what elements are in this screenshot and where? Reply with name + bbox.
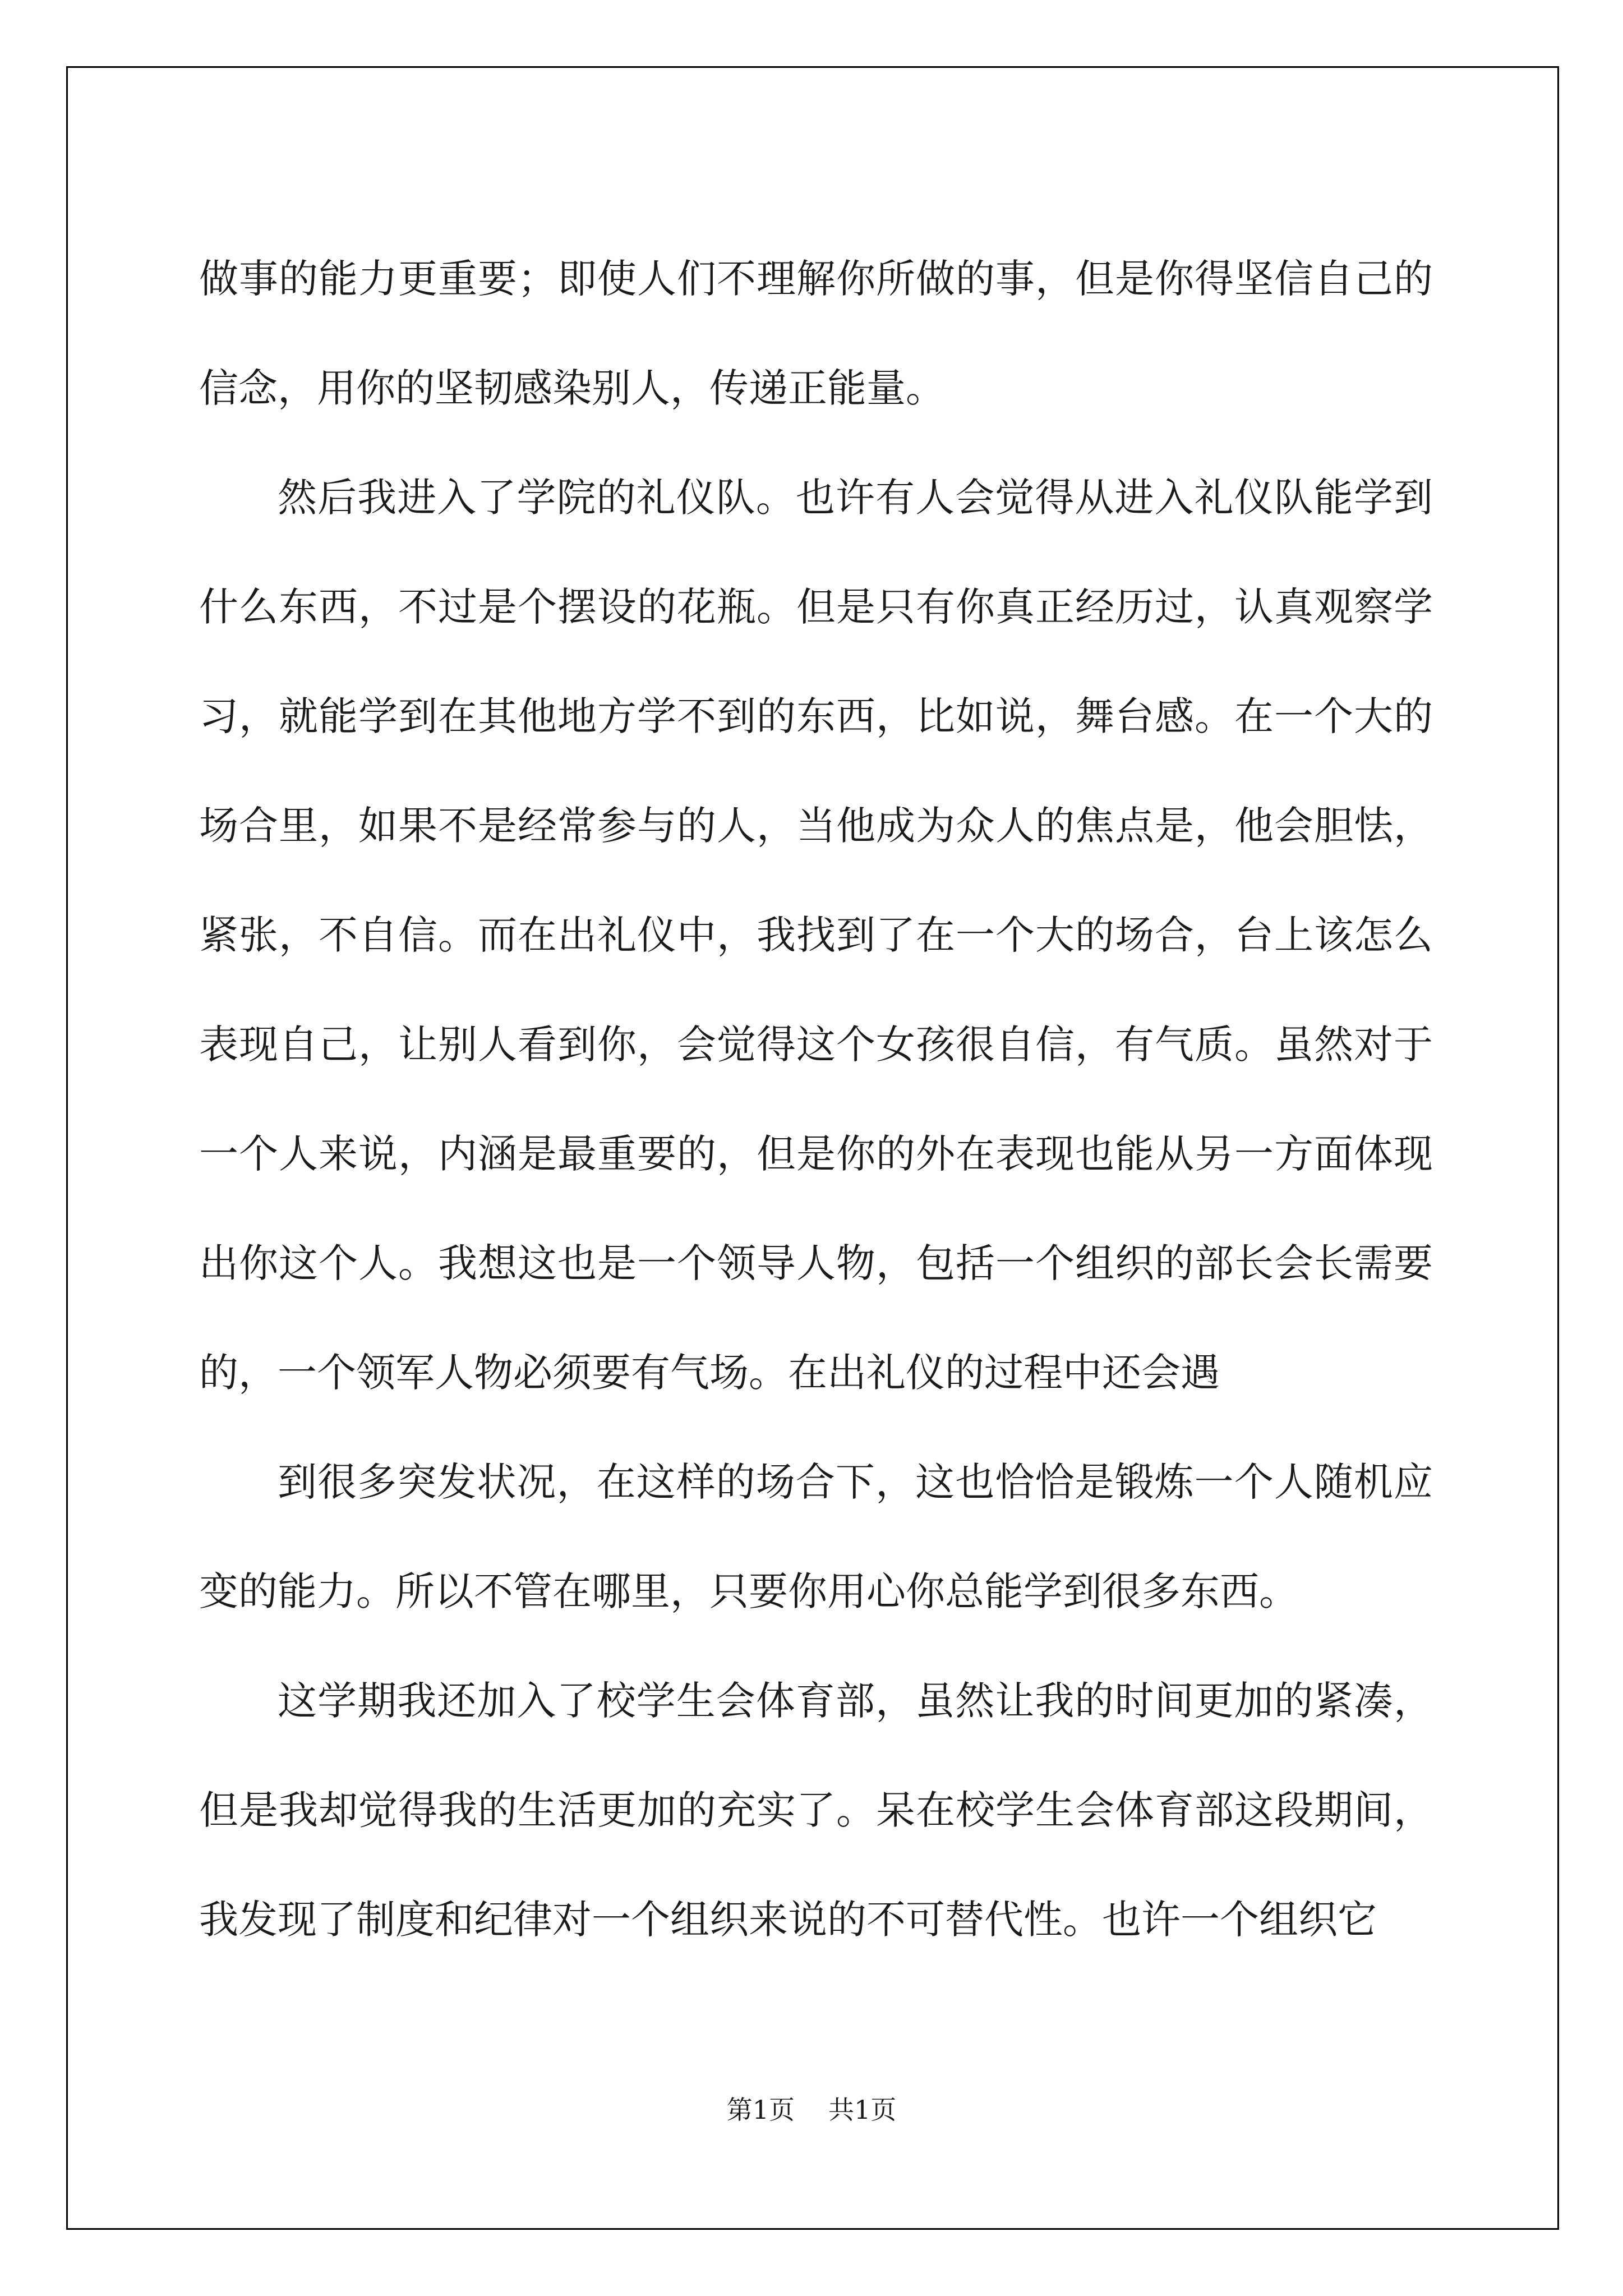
paragraph-1: 做事的能力更重要；即使人们不理解你所做的事，但是你得坚信自己的信念，用你的坚韧感染别人，传递正能量。 — [199, 256, 1433, 411]
page-number: 第1页 — [726, 2095, 795, 2125]
page-footer — [0, 2090, 1623, 2127]
paragraph-3: 到很多突发状况，在这样的场合下，这也恰恰是锻炼一个人随机应变的能力。所以不管在哪里，只要你用心你总能学到很多东西。 — [199, 1459, 1433, 1614]
page-total: 共1页 — [828, 2095, 897, 2125]
paragraph-2: 然后我进入了学院的礼仪队。也许有人会觉得从进入礼仪队能学到什么东西，不过是个摆设的花瓶。但是只有你真正经历过，认真观察学习，就能学到在其他地方学不到的东西，比如说，舞台感。在一个大的场合里，如果不是经常参与的人，当他成为众人的焦点是，他会胆怯，紧张，不自信。而在出礼仪中，我找到了在一个大的场合，台上该怎么表现自己，让别人看到你，会觉得这个女孩很自信，有气质。虽然对于一个人来说，内涵是最重要的，但是你的外在表现也能从另一方面体现出你这个人。我想这也是一个领导人物，包括一个组织的部长会长需要的，一个领军人物必须要有气场。在出礼仪的过程中还会遇 — [199, 475, 1433, 1396]
document-body — [199, 224, 1433, 1975]
paragraph-4: 这学期我还加入了校学生会体育部，虽然让我的时间更加的紧凑，但是我却觉得我的生活更加的充实了。呆在校学生会体育部这段期间，我发现了制度和纪律对一个组织来说的不可替代性。也许一个组织它 — [199, 1678, 1433, 1943]
